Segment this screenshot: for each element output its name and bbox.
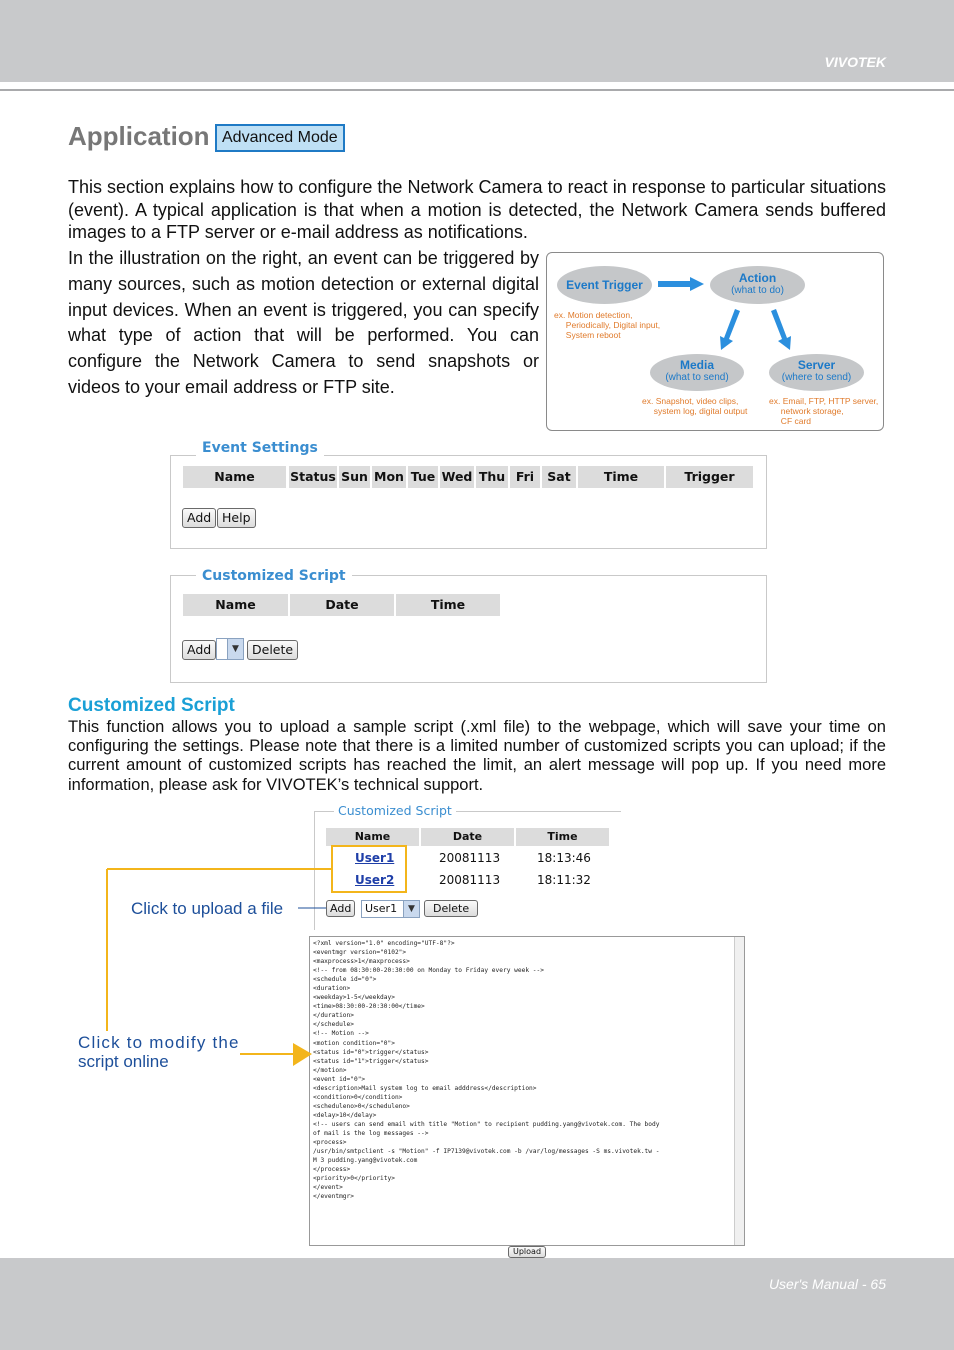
customized-script-legend: Customized Script bbox=[196, 568, 352, 584]
advanced-mode-badge: Advanced Mode bbox=[215, 124, 345, 152]
row2-time: 18:11:32 bbox=[537, 873, 591, 887]
chevron-down-icon: ▼ bbox=[403, 901, 419, 917]
brand-logo: VIVOTEK bbox=[824, 54, 886, 70]
upload-callout: Click to upload a file bbox=[131, 899, 284, 918]
row1-date: 20081113 bbox=[439, 851, 501, 865]
screenshot-delete-button[interactable]: Delete bbox=[424, 900, 478, 917]
section-heading: Customized Script bbox=[68, 695, 235, 716]
trigger-examples: ex. Motion detection, Periodically, Digital input, System reboot bbox=[554, 310, 661, 340]
add-script-button[interactable]: Add bbox=[182, 640, 216, 660]
event-settings-col-status: Status bbox=[289, 466, 337, 488]
modify-callout-line1: Click to modify the bbox=[78, 1033, 240, 1052]
screenshot-legend: Customized Script bbox=[334, 803, 456, 818]
upload-add-button[interactable]: Add bbox=[326, 900, 355, 917]
help-button[interactable]: Help bbox=[217, 508, 256, 528]
event-settings-col-tue: Tue bbox=[408, 466, 438, 488]
delete-script-button[interactable]: Delete bbox=[247, 640, 298, 660]
customized-script-col-date: Date bbox=[290, 594, 394, 616]
event-settings-col-sat: Sat bbox=[542, 466, 576, 488]
row1-time: 18:13:46 bbox=[537, 851, 591, 865]
screenshot-col-name: Name bbox=[326, 828, 419, 846]
chevron-down-icon: ▼ bbox=[227, 639, 243, 659]
customized-script-col-time: Time bbox=[396, 594, 500, 616]
event-settings-col-trigger: Trigger bbox=[666, 466, 753, 488]
event-settings-legend: Event Settings bbox=[196, 440, 324, 456]
event-settings-col-fri: Fri bbox=[510, 466, 540, 488]
page-footer bbox=[0, 1258, 954, 1350]
customized-script-col-name: Name bbox=[183, 594, 288, 616]
user-select-value: User1 bbox=[365, 902, 398, 915]
modify-callout-line2: script online bbox=[78, 1052, 169, 1071]
event-settings-col-mon: Mon bbox=[372, 466, 406, 488]
illustration-paragraph: In the illustration on the right, an event can be triggered by many sources, such as motion detection or external digital input devices. When an event is triggered, you can specify what type of action that will be performed. You can configure the Network Camera to send snapshots or videos to your email address or FTP site. bbox=[68, 248, 539, 397]
intro-paragraph: This section explains how to configure the Network Camera to react in response to particular situations (event). A typical application is that when a motion is detected, the Network Camera sends buffered images to a FTP server or e-mail address as notifications. bbox=[68, 177, 886, 242]
section-paragraph: This function allows you to upload a sample script (.xml file) to the webpage, which will save your time on configuring the settings. Please note that there is a limited number of customized scripts you can upload; if the current amount of customized scripts has reached the limit, an alert message will pop up. If you need more information, please ask for VIVOTEK’s technical support. bbox=[68, 718, 886, 794]
user1-link[interactable]: User1 bbox=[355, 851, 395, 865]
server-examples: ex. Email, FTP, HTTP server, network storage, CF card bbox=[769, 396, 879, 426]
server-label: Server bbox=[797, 358, 836, 372]
event-settings-col-wed: Wed bbox=[440, 466, 474, 488]
screenshot-col-date: Date bbox=[421, 828, 514, 846]
xml-content: <?xml version="1.0" encoding="UTF-8"?> <eventmgr version="0102"> <maxprocess>1</maxprocess> <!-- from 08:30:00-20:30:00 on Monday to Friday every week --> <schedule id="0"> <duration> <weekday>1-5</weekday> <time>08:30:00-20:30:00</time> </duration> </schedule> <!-- Motion --> <motion condition="0"> <status id="0">trigger</status> <status id="1">trigger</status> </motion> <event id="0"> <description>Mail system log to email adddress</description> <condition>0</condition> <scheduleno>0</scheduleno> <delay>10</delay> <!-- users can send email with title "Motion" to recipient pudding.yang@vivotek.com. The body of mail is the log messages --> <process> /usr/bin/smtpclient -s "Motion" -f IP7139@vivotek.com -b /var/log/messages -S ms.vivotek.tw - M 3 pudding.yang@vivotek.com </process> <priority>0</priority> </event> </eventmgr> bbox=[313, 940, 660, 1201]
server-sublabel: (where to send) bbox=[781, 372, 852, 383]
user2-link[interactable]: User2 bbox=[355, 873, 395, 887]
media-examples: ex. Snapshot, video clips, system log, digital output bbox=[642, 396, 748, 416]
action-label: Action bbox=[738, 271, 777, 285]
event-settings-col-sun: Sun bbox=[339, 466, 370, 488]
event-settings-col-thu: Thu bbox=[476, 466, 508, 488]
page-title: Application bbox=[68, 121, 210, 151]
row2-date: 20081113 bbox=[439, 873, 501, 887]
screenshot-col-time: Time bbox=[516, 828, 609, 846]
page-number: User's Manual - 65 bbox=[768, 1276, 886, 1292]
add-event-button[interactable]: Add bbox=[182, 508, 216, 528]
action-sublabel: (what to do) bbox=[731, 285, 784, 296]
event-settings-col-time: Time bbox=[578, 466, 664, 488]
media-label: Media bbox=[679, 358, 714, 372]
event-settings-col-name: Name bbox=[183, 466, 286, 488]
upload-button[interactable]: Upload bbox=[508, 1246, 546, 1258]
event-trigger-label: Event Trigger bbox=[566, 278, 643, 292]
media-sublabel: (what to send) bbox=[665, 372, 729, 383]
